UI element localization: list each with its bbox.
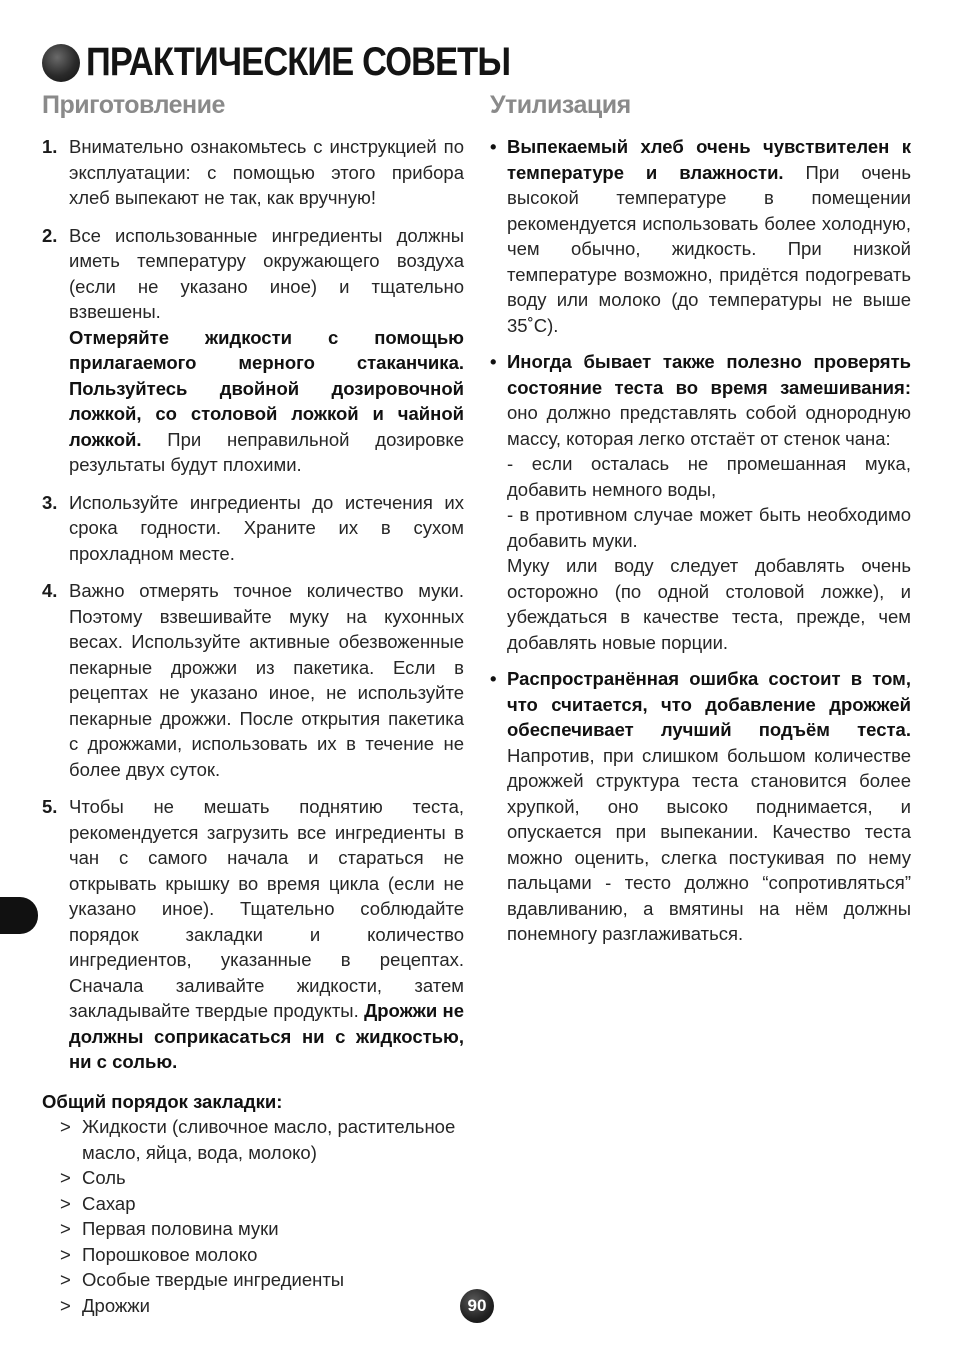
loading-order-title: Общий порядок закладки: [42,1090,283,1112]
item-bold-text: Отмеряйте жидкости с помощью прилагаемого мерного стаканчика. Пользуйтесь двойной дозировочной ложкой, со столовой ложкой и чайной ложкой. [69,326,464,450]
numbered-item-3 [42,490,464,567]
chevron-right-icon: > [60,1243,71,1265]
item-text-tail: При неправильной дозировке результаты будут плохими. [69,428,464,475]
bullet-item-1 [490,134,911,338]
item-text: Используйте ингредиенты до истечения их срока годности. Храните их в сухом прохладном месте. [69,491,464,564]
side-tab-marker [0,897,38,934]
section-heading-utilization: Утилизация [490,91,631,119]
numbered-item-1 [42,134,464,211]
numbered-item-2 [42,223,464,478]
page-title: ПРАКТИЧЕСКИЕ СОВЕТЫ [86,40,511,84]
chevron-right-icon: > [60,1269,71,1290]
item-text: Напротив, при слишком большом количестве дрожжей структура теста становится более хрупкой, оно высоко поднимается, и опускается при выпекании. Качество теста можно оценить, слегка постукивая по нему пальцами - тесто должно “сопротивляться” вдавливанию, а вмятины на нём должны понемногу разглаживаться. [507,744,911,944]
list-item: > Сахар [42,1191,464,1217]
bullet-icon: • [490,351,497,372]
list-item: > Особые твердые ингредиенты [42,1267,464,1293]
item-subline: Муку или воду следует добавлять очень осторожно (по одной столовой ложке), и убеждаться в качестве теста, прежде, чем добавлять новые порции. [507,555,911,653]
round-bullet-icon [42,44,80,82]
page-header [42,40,579,85]
loading-order-list [42,1114,464,1318]
right-column [490,134,911,958]
item-number: 2. [42,224,58,246]
list-item: > Дрожжи [42,1293,464,1319]
section-heading-preparation: Приготовление [42,91,225,119]
item-number: 4. [42,580,58,601]
bullet-item-3 [490,666,911,947]
bullet-icon: • [490,668,497,689]
item-text: оно должно представлять собой однородную массу, которая легко отстаёт от стенок чана: [507,402,911,449]
item-subline: - если осталась не промешанная мука, добавить немного воды, [507,453,911,500]
item-text: При очень высокой температуре в помещении рекомендуется использовать более холодную, чем обычно, жидкость. При низкой температуре возможно, придётся подогревать воду или молоко (до температуры не выше 35˚C). [507,161,911,336]
item-number: 5. [42,796,58,817]
left-column [42,134,464,1318]
chevron-right-icon: > [60,1116,71,1137]
item-text: Чтобы не мешать поднятию теста, рекомендуется загрузить все ингредиенты в чан с самого начала и стараться не открывать крышку во время цикла (если не указано иное). Тщательно соблюдайте порядок закладки и количество ингредиентов, указанные в рецептах. Сначала заливайте жидкости, затем закладывайте твердые продукты. [69,796,464,1021]
list-item: > Порошковое молоко [42,1242,464,1268]
item-number: 1. [42,136,58,157]
item-bold-text: Выпекаемый хлеб очень чувствителен к температуре и влажности. [507,136,911,183]
chevron-right-icon: > [60,1218,71,1239]
item-text: Все использованные ингредиенты должны иметь температуру окружающего воздуха (если не указано иное) и тщательно взвешены. [69,224,464,322]
list-item: > Первая половина муки [42,1216,464,1242]
chevron-right-icon: > [60,1167,71,1188]
numbered-item-5 [42,794,464,1075]
item-text: Внимательно ознакомьтесь с инструкцией по эксплуатации: с помощью этого прибора хлеб выпекают не так, как вручную! [69,136,464,208]
item-bold-text: Дрожжи не должны соприкасаться ни с жидкостью, ни с солью. [69,1000,464,1072]
bullet-icon: • [490,136,497,157]
item-subline: - в противном случае может быть необходимо добавить муки. [507,504,911,551]
item-text: Важно отмерять точное количество муки. Поэтому взвешивайте муку на кухонных весах. Используйте активные обезвоженные пекарные дрожжи из пакетика. Если в рецептах не указано иное, не используйте пекарные дрожжи. После открытия пакетика с дрожжами, использовать их в течение не более двух суток. [69,580,464,780]
chevron-right-icon: > [60,1294,71,1316]
numbered-item-4 [42,578,464,782]
list-item: > Соль [42,1165,464,1191]
chevron-right-icon: > [60,1192,71,1214]
page-number-badge: 90 [460,1289,494,1323]
item-bold-text: Распространённая ошибка состоит в том, что считается, что добавление дрожжей обеспечивает лучший подъём теста. [507,668,911,740]
bullet-item-2 [490,349,911,655]
list-item: > Жидкости (сливочное масло, растительное масло, яйца, вода, молоко) [60,1116,456,1163]
item-number: 3. [42,491,58,513]
item-bold-text: Иногда бывает также полезно проверять состояние теста во время замешивания: [507,351,911,398]
